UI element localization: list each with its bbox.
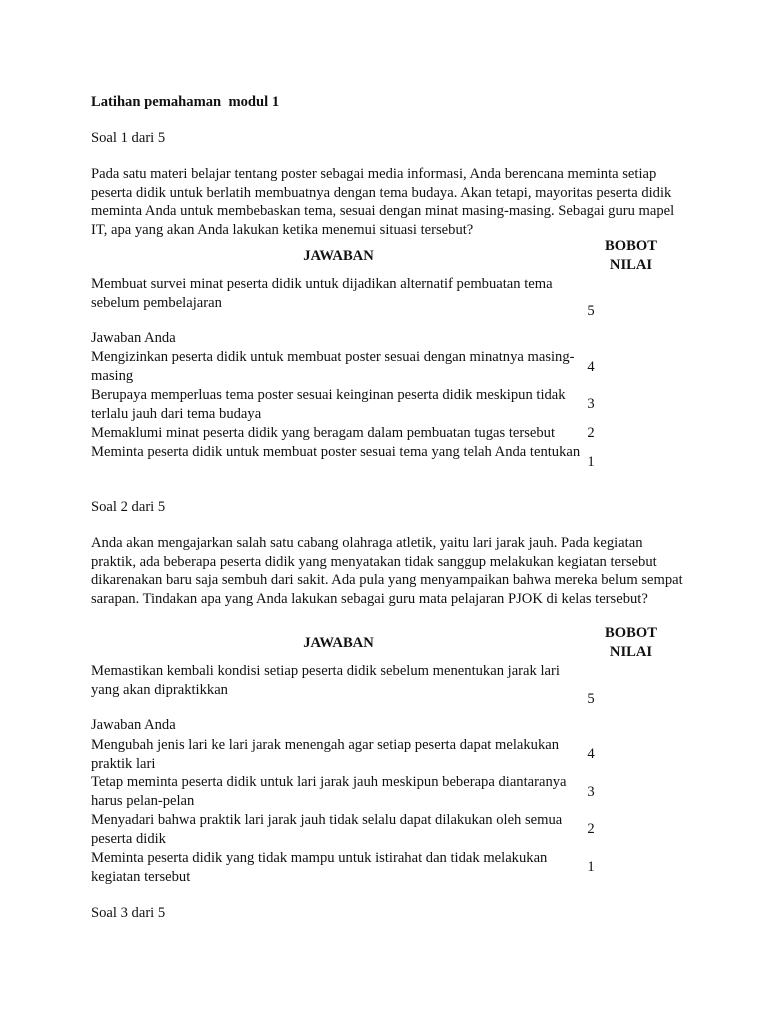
question-2-option-5-score: 1 <box>587 859 595 875</box>
question-1-option-5-score: 1 <box>587 454 595 470</box>
score-header-line-2: NILAI <box>609 256 653 273</box>
question-1-option-4-score: 2 <box>587 425 595 441</box>
question-1-label: Soal 1 dari 5 <box>91 130 166 146</box>
score-header-line-1: BOBOT <box>605 238 657 254</box>
question-2-option-3-score: 3 <box>587 784 595 800</box>
question-2-option-4-score: 2 <box>587 821 595 837</box>
question-1-score-header <box>598 237 664 274</box>
document-title: Latihan pemahaman modul 1 <box>91 94 280 110</box>
score-header-line-1: BOBOT <box>605 625 657 641</box>
question-1-option-1-score: 5 <box>587 303 595 319</box>
question-1-option-3: Berupaya memperluas tema poster sesuai keinginan peserta didik meskipun tidak terlalu jauh dari tema budaya <box>91 387 566 422</box>
question-2-option-1-score: 5 <box>587 691 595 707</box>
question-2-option-3: Tetap meminta peserta didik untuk lari jarak jauh meskipun beberapa diantaranya harus pelan-pelan <box>91 774 567 809</box>
question-1-option-4: Memaklumi minat peserta didik yang beragam dalam pembuatan tugas tersebut <box>91 425 556 441</box>
score-header-line-2: NILAI <box>609 643 653 660</box>
question-2-text: Anda akan mengajarkan salah satu cabang olahraga atletik, yaitu lari jarak jauh. Pada kegiatan praktik, ada beberapa peserta didik yang menyatakan tidak sanggup melakukan kegiatan tersebut dikarenakan baru saja sembuh dari sakit. Ada pula yang menyampaikan bahwa mereka belum sempat sarapan. Tindakan apa yang Anda lakukan sebagai guru mata pelajaran PJOK di kelas tersebut? <box>91 535 683 607</box>
question-1-option-2-score: 4 <box>587 359 595 375</box>
question-1-option-2: Mengizinkan peserta didik untuk membuat poster sesuai dengan minatnya masing-masing <box>91 349 575 384</box>
question-1-option-5: Meminta peserta didik untuk membuat poster sesuai tema yang telah Anda tentukan <box>91 444 581 460</box>
question-1-your-answer-label: Jawaban Anda <box>91 330 176 346</box>
question-1-text: Pada satu materi belajar tentang poster sebagai media informasi, Anda berencana meminta setiap peserta didik untuk berlatih membuatnya dengan tema budaya. Akan tetapi, mayoritas peserta didik meminta Anda untuk membebaskan tema, sesuai dengan minat masing-masing. Sebagai guru mapel IT, apa yang akan Anda lakukan ketika menemui situasi tersebut? <box>91 166 675 238</box>
question-2-option-4: Menyadari bahwa praktik lari jarak jauh tidak selalu dapat dilakukan oleh semua peserta didik <box>91 812 563 847</box>
question-2-option-1: Memastikan kembali kondisi setiap peserta didik sebelum menentukan jarak lari yang akan dipraktikkan <box>91 663 560 698</box>
question-1-answer-header: JAWABAN <box>303 248 374 264</box>
question-2-your-answer-label: Jawaban Anda <box>91 717 176 733</box>
question-2-option-2-score: 4 <box>587 746 595 762</box>
question-2-answer-header: JAWABAN <box>303 635 374 651</box>
question-1-option-3-score: 3 <box>587 396 595 412</box>
question-2-option-2: Mengubah jenis lari ke lari jarak menengah agar setiap peserta dapat melakukan praktik lari <box>91 737 560 772</box>
question-2-option-5: Meminta peserta didik yang tidak mampu untuk istirahat dan tidak melakukan kegiatan tersebut <box>91 850 548 885</box>
question-1-option-1: Membuat survei minat peserta didik untuk dijadikan alternatif pembuatan tema sebelum pembelajaran <box>91 276 553 311</box>
question-2-score-header <box>598 624 664 661</box>
question-2-label: Soal 2 dari 5 <box>91 499 166 515</box>
question-3-label: Soal 3 dari 5 <box>91 905 166 921</box>
